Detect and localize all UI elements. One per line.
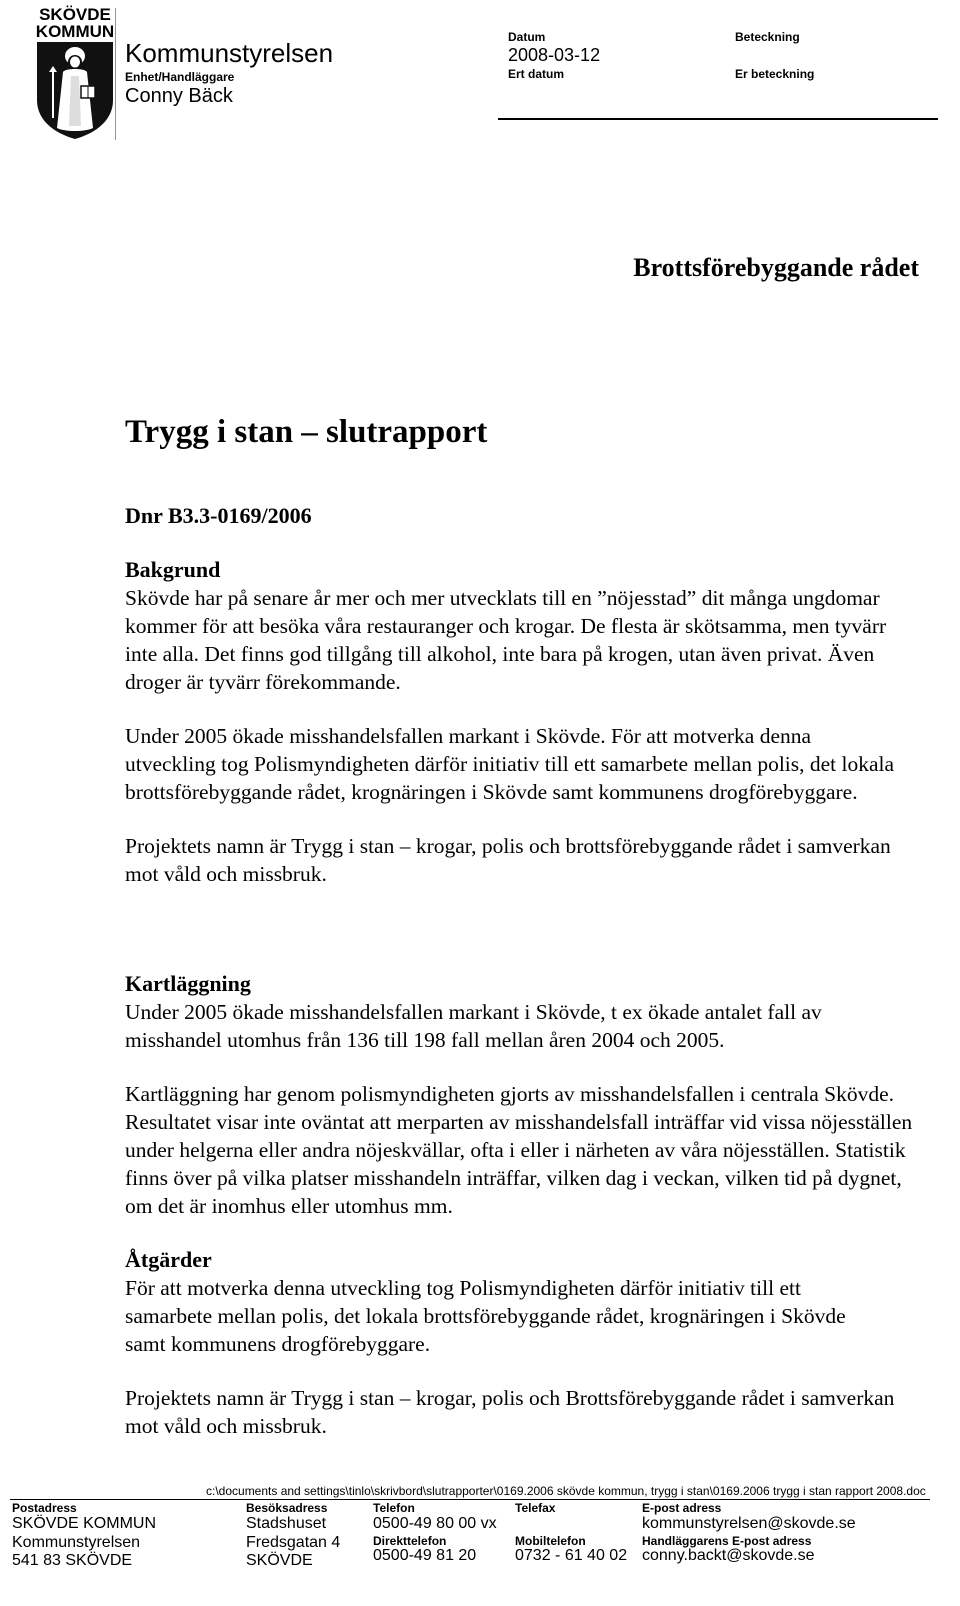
postal-line-2: Kommunstyrelsen (12, 1534, 141, 1551)
section-atgarder (125, 1246, 915, 1440)
phone-value: 0500-49 80 00 vx (373, 1515, 497, 1532)
paragraph: Skövde har på senare år mer och mer utvecklats till en ”nöjesstad” dit många ungdomar kommer för att besöka våra restauranger och krogar. De flesta är skötsamma, men tyvärr inte alla. Det finns god tillgång till alkohol, inte bara på krogen, utan även privat. Även droger är tyvärr förekommande. (125, 586, 887, 694)
handler-email-value[interactable]: conny.backt@skovde.se (642, 1547, 815, 1564)
file-path: c:\documents and settings\tinlo\skrivbord\slutrapporter\0169.2006 skövde kommun, trygg i stan\0169.2006 trygg i stan rapport 2008.doc (206, 1484, 926, 1498)
section-heading: Kartläggning (125, 971, 251, 996)
org-name: Kommunstyrelsen (125, 38, 334, 68)
their-date-label: Ert datum (508, 67, 565, 81)
section-kartlaggning (125, 970, 915, 1220)
mobile-value: 0732 - 61 40 02 (515, 1547, 628, 1564)
coat-of-arms-icon (35, 42, 115, 140)
recipient: Brottsförebyggande rådet (633, 253, 919, 282)
fax-label: Telefax (515, 1501, 556, 1515)
email-label: E-post adress (642, 1501, 722, 1515)
municipality-logo (34, 6, 116, 140)
paragraph: Kartläggning har genom polismyndigheten gjorts av misshandelsfallen i centrala Skövde. Resultatet visar inte oväntat att merparten av misshandelsfall inträffar vid vissa nöjesställen under helgerna eller andra nöjeskvällar, ofta i eller i närheten av våra nöjesställen. Statistik finns över på vilka platser misshandeln inträffar, vilken dag i veckan, vilken tid på dygnet, om det är inomhus eller utomhus mm. (125, 1082, 913, 1218)
their-ref-label: Er beteckning (735, 67, 815, 81)
postal-label: Postadress (12, 1501, 77, 1515)
phone-label: Telefon (373, 1501, 415, 1515)
logo-text-kommun: KOMMUN (35, 22, 115, 41)
direct-phone-label: Direkttelefon (373, 1534, 447, 1548)
section-heading: Åtgärder (125, 1247, 212, 1272)
postal-line-1: SKÖVDE KOMMUN (12, 1515, 157, 1532)
section-heading: Bakgrund (125, 557, 221, 582)
unit-label: Enhet/Handläggare (125, 70, 235, 84)
date-label: Datum (508, 30, 546, 44)
unit-value: Conny Bäck (125, 85, 233, 107)
visit-line-3: SKÖVDE (246, 1552, 313, 1569)
direct-phone-value: 0500-49 81 20 (373, 1547, 477, 1564)
registration-number: Dnr B3.3-0169/2006 (125, 503, 312, 528)
header-vertical-rule (115, 8, 116, 140)
logo-text-skovde: SKÖVDE (39, 5, 111, 24)
visit-line-2: Fredsgatan 4 (246, 1534, 341, 1551)
paragraph: För att motverka denna utveckling tog Polismyndigheten därför initiativ till ett samarbete mellan polis, det lokala brottsförebyggande rådet, krognäringen i Skövde samt kommunens drogförebyggare. (125, 1276, 846, 1356)
visit-label: Besöksadress (246, 1501, 328, 1515)
email-value[interactable]: kommunstyrelsen@skovde.se (642, 1515, 856, 1532)
visit-line-1: Stadshuset (246, 1515, 327, 1532)
paragraph: Under 2005 ökade misshandelsfallen markant i Skövde, t ex ökade antalet fall av misshandel utomhus från 136 till 198 fall mellan åren 2004 och 2005. (125, 1000, 822, 1052)
handler-email-label: Handläggarens E-post adress (642, 1534, 812, 1548)
header-rule (498, 118, 938, 120)
document-title: Trygg i stan – slutrapport (125, 414, 488, 450)
date-value: 2008-03-12 (508, 45, 601, 65)
paragraph: Under 2005 ökade misshandelsfallen markant i Skövde. För att motverka denna utveckling tog Polismyndigheten därför initiativ till ett samarbete mellan polis, det lokala brottsförebyggande rådet, krognäringen i Skövde samt kommunens drogförebyggare. (125, 724, 895, 804)
postal-line-3: 541 83 SKÖVDE (12, 1552, 133, 1569)
footer-rule (10, 1499, 930, 1500)
mobile-label: Mobiltelefon (515, 1534, 586, 1548)
ref-label: Beteckning (735, 30, 800, 44)
paragraph: Projektets namn är Trygg i stan – krogar, polis och brottsförebyggande rådet i samverkan mot våld och missbruk. (125, 834, 891, 886)
paragraph: Projektets namn är Trygg i stan – krogar, polis och Brottsförebyggande rådet i samverkan mot våld och missbruk. (125, 1386, 895, 1438)
section-bakgrund (125, 556, 915, 888)
